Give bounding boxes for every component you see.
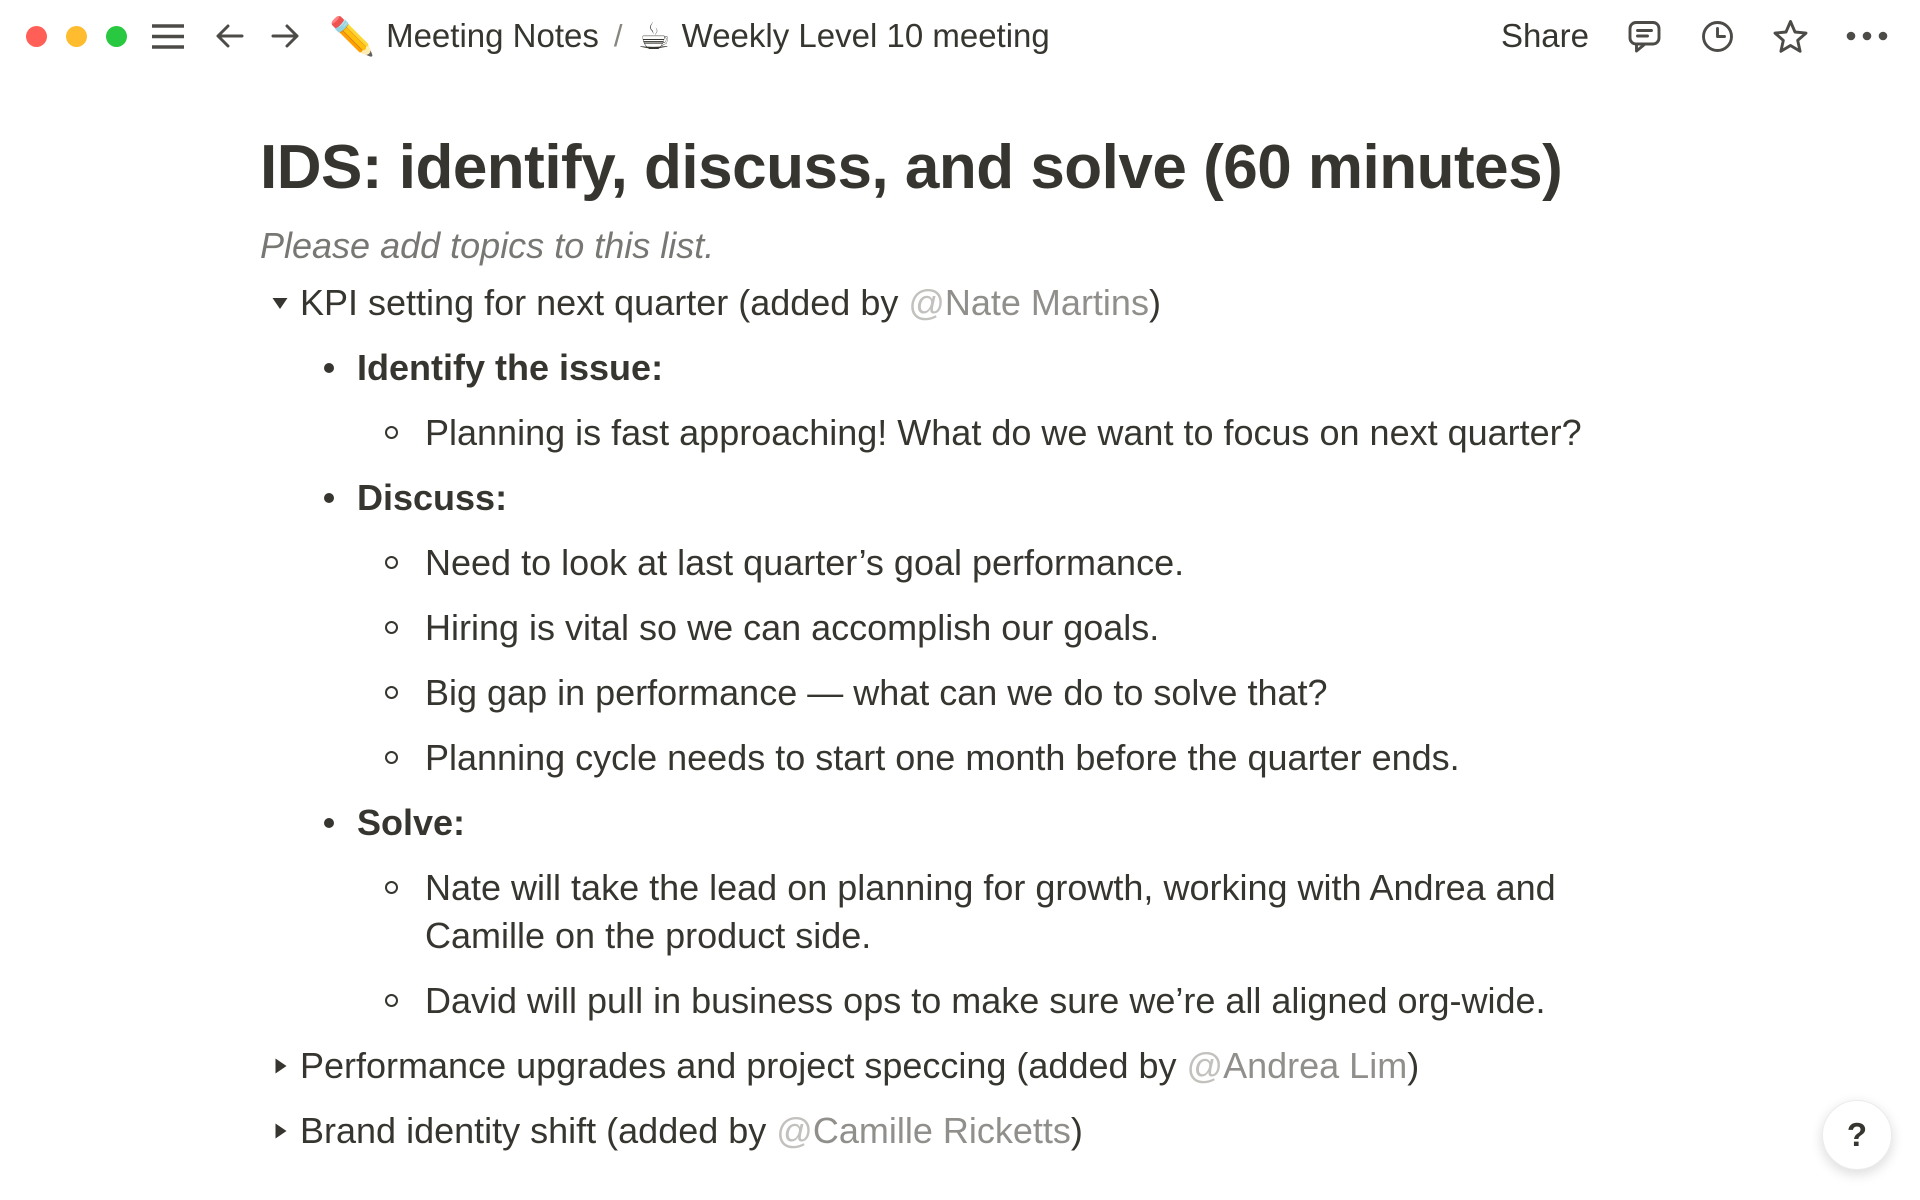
updates-clock-icon[interactable] — [1700, 19, 1735, 54]
toggle-text-segment: KPI setting for next quarter (added by — [300, 281, 909, 323]
toggle-block-brand — [260, 1098, 1660, 1163]
sub-bullet-item — [357, 855, 1660, 968]
sub-bullet-text[interactable]: Need to look at last quarter’s goal performance. — [425, 541, 1185, 583]
minimize-window-button[interactable] — [66, 26, 87, 47]
bullet-item — [300, 790, 1660, 855]
bullet-text[interactable]: Identify the issue: — [357, 346, 664, 388]
bullet-text[interactable]: Solve: — [357, 801, 466, 843]
breadcrumb-parent-label: Meeting Notes — [386, 17, 599, 54]
bullet-circle-icon[interactable] — [357, 539, 425, 587]
toggle-text-segment: ) — [1407, 1044, 1420, 1086]
toggle-block-performance — [260, 1033, 1660, 1098]
window-controls — [26, 26, 127, 47]
coffee-icon: ☕ — [637, 14, 671, 58]
page-subtitle[interactable]: Please add topics to this list. — [260, 225, 715, 266]
sub-bullet-item — [357, 530, 1660, 595]
share-button[interactable]: Share — [1500, 17, 1589, 54]
toggle-children — [300, 335, 1660, 1033]
bullet-item — [300, 465, 1660, 530]
sub-bullet-list — [357, 400, 1660, 465]
toggle-text-segment: Brand identity shift (added by — [300, 1109, 777, 1151]
sub-bullet-text[interactable]: Planning cycle needs to start one month before the quarter ends. — [425, 736, 1460, 778]
sub-bullet-item — [357, 660, 1660, 725]
window-topbar — [0, 0, 1920, 72]
more-options-icon[interactable] — [1846, 31, 1888, 41]
mention-name: Nate Martins — [944, 281, 1149, 323]
bullet-circle-icon[interactable] — [357, 409, 425, 457]
favorite-star-icon[interactable] — [1772, 19, 1809, 54]
toggle-open-icon[interactable] — [260, 279, 300, 327]
sub-bullet-item — [357, 725, 1660, 790]
sidebar-menu-icon[interactable] — [152, 23, 184, 50]
bullet-circle-icon[interactable] — [357, 864, 425, 912]
help-button[interactable]: ? — [1822, 1100, 1892, 1170]
bullet-dot-icon[interactable] — [300, 474, 357, 522]
sub-bullet-text[interactable]: Nate will take the lead on planning for growth, working with Andrea and Camille on the product side. — [425, 866, 1566, 956]
mention-at-sign: @ — [776, 1109, 813, 1151]
toggle-closed-icon[interactable] — [260, 1107, 300, 1155]
bullet-item — [300, 335, 1660, 400]
pencil-icon: ✏️ — [329, 14, 376, 58]
mention-name: Andrea Lim — [1223, 1044, 1408, 1086]
sub-bullet-text[interactable]: Hiring is vital so we can accomplish our goals. — [425, 606, 1160, 648]
zoom-window-button[interactable] — [106, 26, 127, 47]
sub-bullet-item — [357, 595, 1660, 660]
mention-name: Camille Ricketts — [812, 1109, 1071, 1151]
toggle-text-segment: ) — [1070, 1109, 1083, 1151]
sub-bullet-item — [357, 968, 1660, 1033]
sub-bullet-text[interactable]: David will pull in business ops to make sure we’re all aligned org-wide. — [425, 979, 1546, 1021]
sub-bullet-list — [357, 855, 1660, 1033]
bullet-dot-icon[interactable] — [300, 344, 357, 392]
comments-icon[interactable] — [1626, 18, 1663, 55]
forward-icon[interactable] — [271, 23, 299, 49]
breadcrumb — [329, 14, 1050, 58]
breadcrumb-item-current[interactable] — [637, 14, 1050, 58]
bullet-circle-icon[interactable] — [357, 669, 425, 717]
sub-bullet-item — [357, 400, 1660, 465]
mention-at-sign: @ — [908, 281, 945, 323]
toggle-block-kpi — [260, 270, 1660, 335]
sub-bullet-text[interactable]: Planning is fast approaching! What do we want to focus on next quarter? — [425, 411, 1582, 453]
bullet-circle-icon[interactable] — [357, 734, 425, 782]
toggle-title-text[interactable] — [300, 1042, 1419, 1090]
user-mention[interactable] — [776, 1110, 1071, 1151]
user-mention[interactable] — [1187, 1045, 1408, 1086]
sub-bullet-list — [357, 530, 1660, 790]
toggle-title-text[interactable] — [300, 279, 1161, 327]
toggle-text-segment: ) — [1148, 281, 1161, 323]
topbar-actions — [1501, 17, 1888, 55]
back-icon[interactable] — [216, 23, 244, 49]
close-window-button[interactable] — [26, 26, 47, 47]
toggle-closed-icon[interactable] — [260, 1042, 300, 1090]
bullet-text[interactable]: Discuss: — [357, 476, 508, 518]
toggle-title-text[interactable] — [300, 1107, 1083, 1155]
page-title[interactable]: IDS: identify, discuss, and solve (60 minutes) — [260, 133, 1563, 202]
breadcrumb-current-label: Weekly Level 10 meeting — [681, 17, 1050, 54]
bullet-circle-icon[interactable] — [357, 977, 425, 1025]
history-navigation — [216, 23, 299, 49]
breadcrumb-separator: / — [613, 18, 623, 53]
mention-at-sign: @ — [1186, 1044, 1224, 1086]
sub-bullet-text[interactable]: Big gap in performance — what can we do to solve that? — [425, 671, 1328, 713]
page-body — [260, 72, 1660, 1163]
bullet-circle-icon[interactable] — [357, 604, 425, 652]
bullet-dot-icon[interactable] — [300, 799, 357, 847]
breadcrumb-item-parent[interactable] — [329, 14, 599, 58]
user-mention[interactable] — [908, 282, 1149, 323]
toggle-text-segment: Performance upgrades and project speccing (added by — [300, 1044, 1187, 1086]
